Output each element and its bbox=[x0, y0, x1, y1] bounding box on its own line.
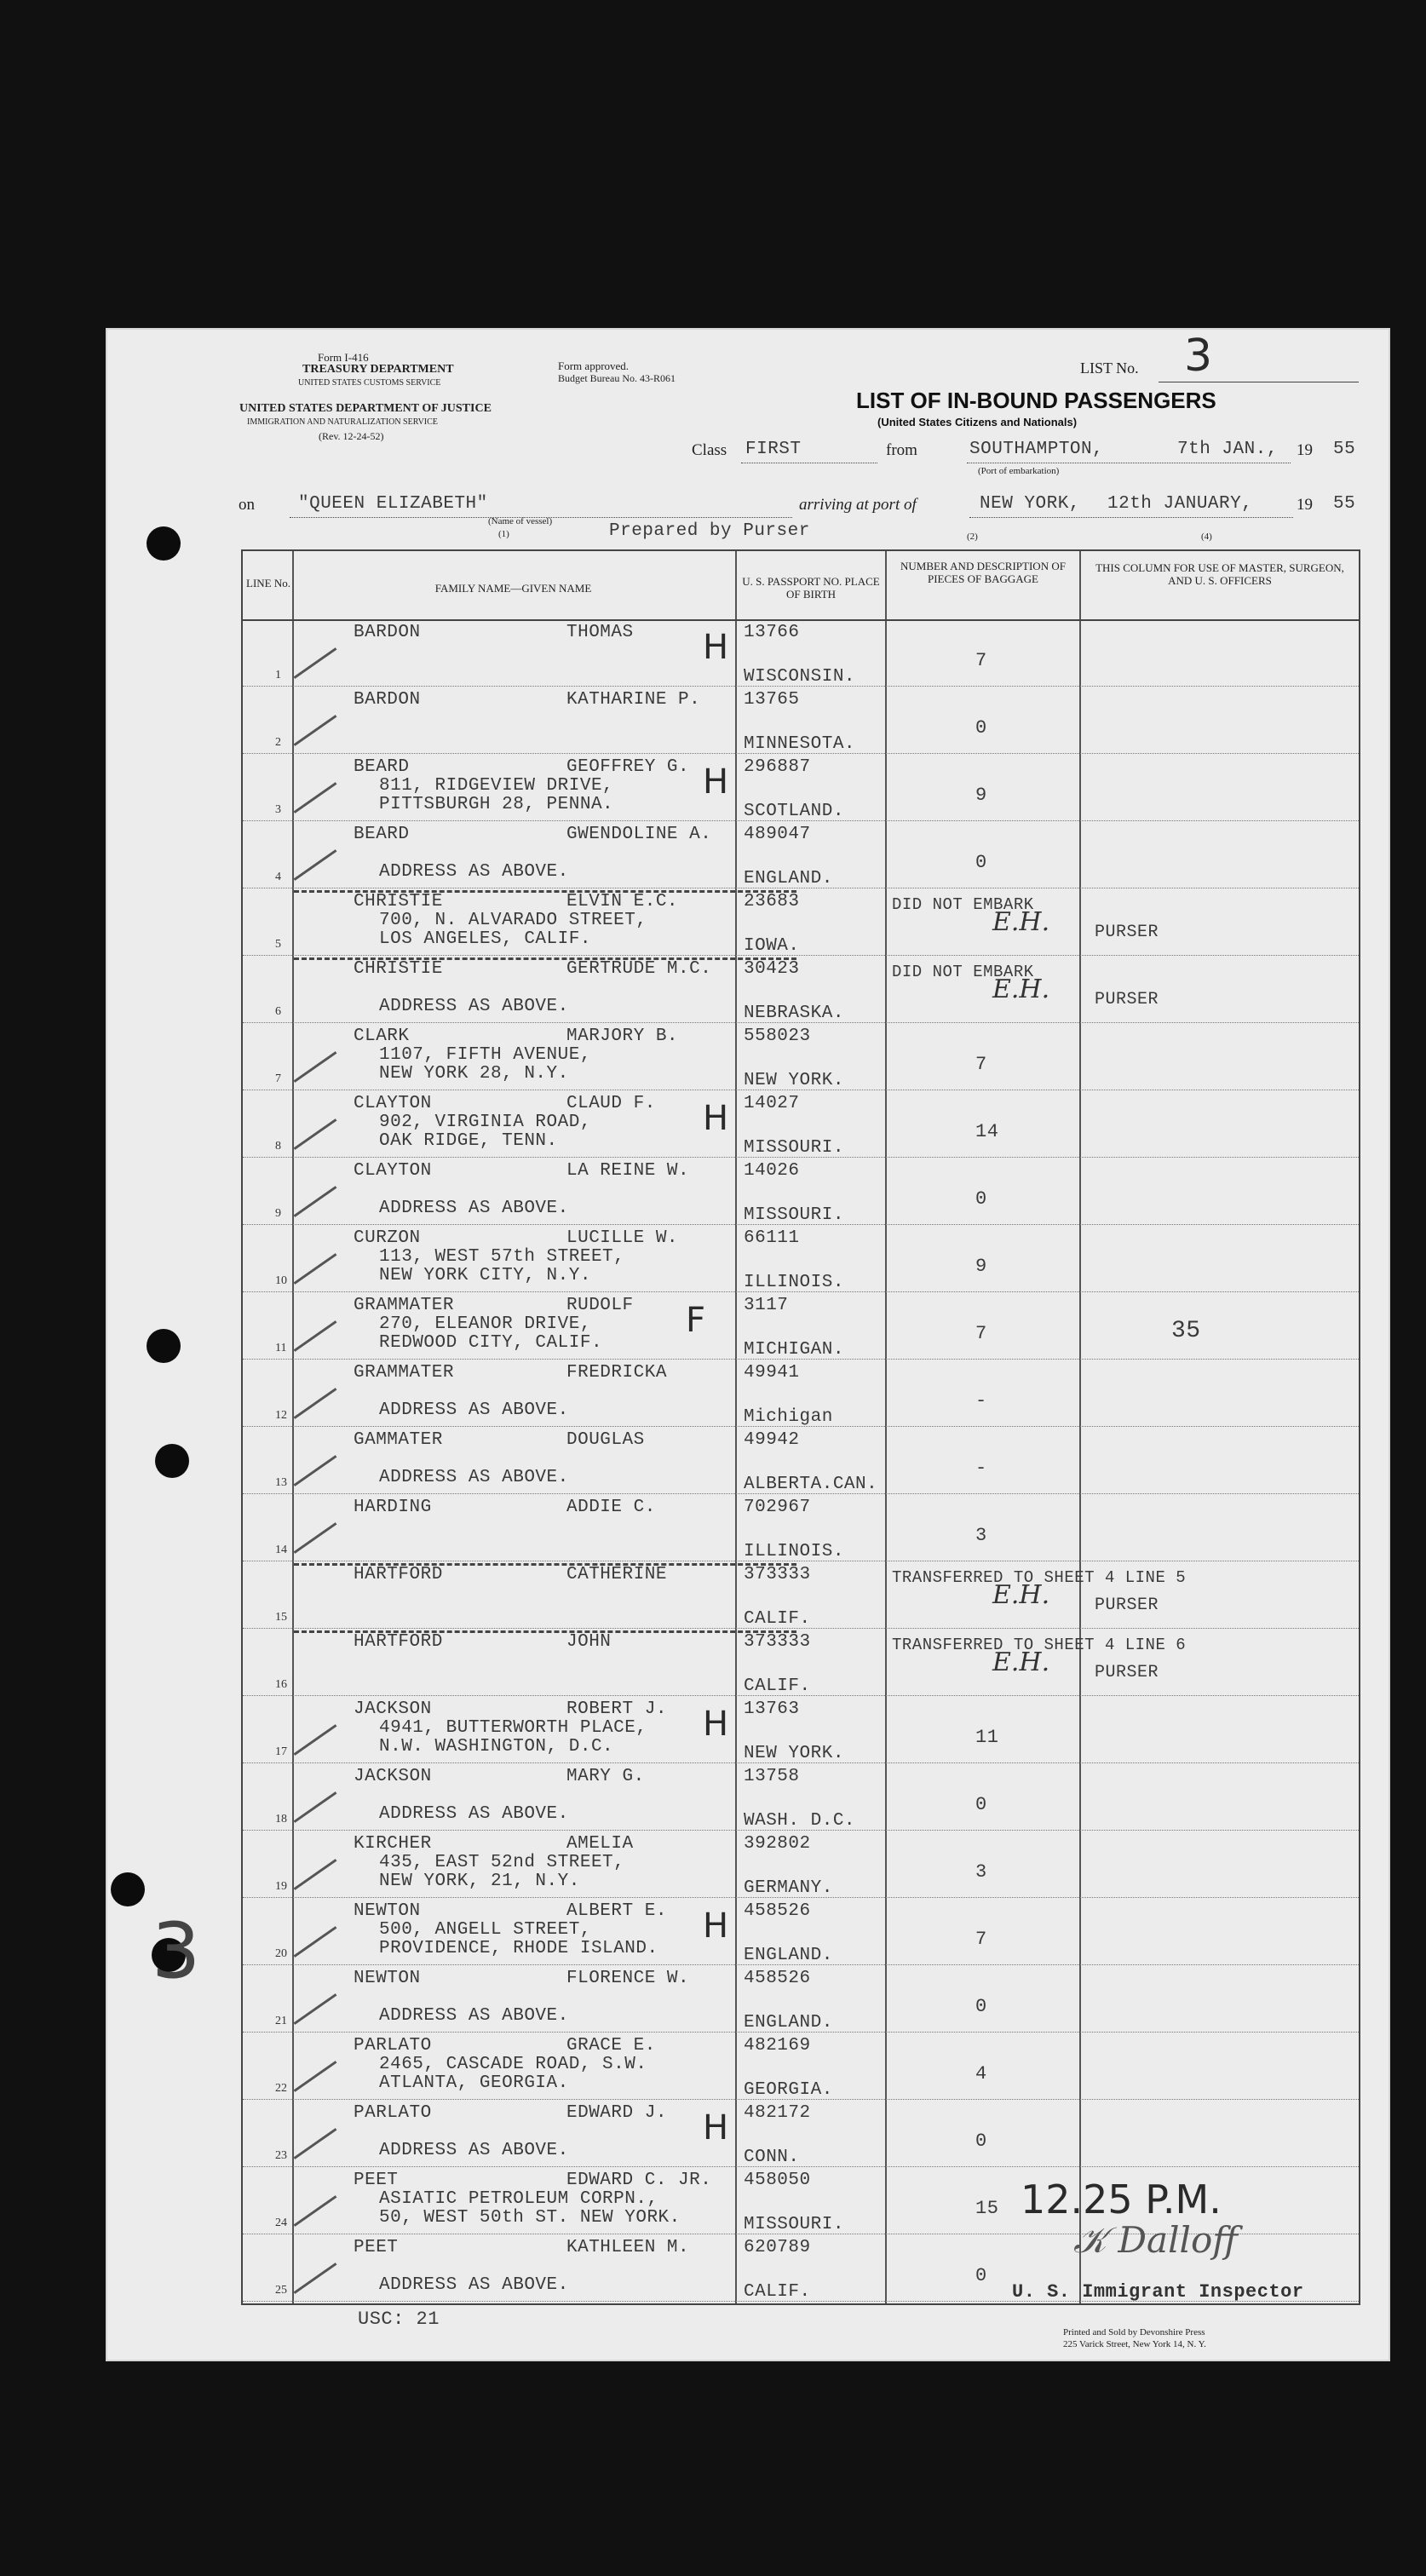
given-name: FREDRICKA bbox=[566, 1363, 667, 1383]
check-tick bbox=[294, 1522, 337, 1554]
passport-number: 489047 bbox=[744, 825, 811, 844]
address-line: ATLANTA, GEORGIA. bbox=[379, 2073, 569, 2093]
address-line: 1107, FIFTH AVENUE, bbox=[379, 1045, 591, 1065]
address-line: 113, WEST 57th STREET, bbox=[379, 1247, 625, 1267]
col-num-4: (4) bbox=[1201, 532, 1212, 542]
given-name: FLORENCE W. bbox=[566, 1969, 690, 1988]
address-line: ASIATIC PETROLEUM CORPN., bbox=[379, 2189, 658, 2209]
check-tick bbox=[294, 2128, 337, 2159]
given-name: KATHLEEN M. bbox=[566, 2238, 690, 2257]
page-title: LIST OF IN-BOUND PASSENGERS bbox=[856, 388, 1216, 413]
place-of-birth: ILLINOIS. bbox=[744, 1273, 844, 1292]
place-of-birth: ILLINOIS. bbox=[744, 1542, 844, 1561]
inspector-title: U. S. Immigrant Inspector bbox=[1012, 2281, 1304, 2303]
handwritten-mark: H bbox=[703, 1705, 729, 1744]
baggage-count: 7 bbox=[975, 1323, 987, 1344]
family-name: NEWTON bbox=[354, 1969, 421, 1988]
customs-service: UNITED STATES CUSTOMS SERVICE bbox=[298, 378, 441, 388]
passport-number: 30423 bbox=[744, 959, 800, 979]
given-name: LA REINE W. bbox=[566, 1161, 690, 1181]
arrival-port: NEW YORK, bbox=[980, 494, 1080, 514]
table-row bbox=[243, 1965, 1359, 2035]
line-number: 7 bbox=[275, 1072, 281, 1085]
line-number: 16 bbox=[275, 1678, 287, 1691]
family-name: BARDON bbox=[354, 690, 421, 710]
table-row bbox=[243, 888, 1359, 958]
place-of-birth: ALBERTA.CAN. bbox=[744, 1475, 878, 1494]
line-number: 17 bbox=[275, 1745, 287, 1758]
given-name: ELVIN E.C. bbox=[566, 892, 679, 911]
family-name: KIRCHER bbox=[354, 1834, 432, 1854]
address-line: ADDRESS AS ABOVE. bbox=[379, 1468, 569, 1487]
check-tick bbox=[294, 1118, 337, 1150]
officer-note: PURSER bbox=[1095, 923, 1159, 942]
table-row bbox=[243, 687, 1359, 756]
handwritten-mark: H bbox=[703, 762, 729, 802]
address-line: N.W. WASHINGTON, D.C. bbox=[379, 1737, 614, 1757]
check-tick bbox=[294, 647, 337, 679]
family-name: GRAMMATER bbox=[354, 1363, 454, 1383]
baggage-count: 9 bbox=[975, 1256, 987, 1277]
given-name: ROBERT J. bbox=[566, 1699, 667, 1719]
table-row bbox=[243, 1292, 1359, 1362]
address-line: 700, N. ALVARADO STREET, bbox=[379, 911, 647, 930]
given-name: MARY G. bbox=[566, 1767, 645, 1786]
embark-date: 7th JAN., bbox=[1177, 440, 1278, 459]
line-number: 20 bbox=[275, 1947, 287, 1960]
baggage-count: 11 bbox=[975, 1727, 999, 1748]
place-of-birth: MICHIGAN. bbox=[744, 1340, 844, 1360]
place-of-birth: GEORGIA. bbox=[744, 2080, 833, 2100]
family-name: GAMMATER bbox=[354, 1430, 443, 1450]
table-row bbox=[243, 1898, 1359, 1968]
line-number: 10 bbox=[275, 1274, 287, 1287]
check-tick bbox=[294, 782, 337, 814]
table-row bbox=[243, 1225, 1359, 1295]
baggage-count: 0 bbox=[975, 1996, 987, 2017]
table-row bbox=[243, 1494, 1359, 1564]
passport-number: 13765 bbox=[744, 690, 800, 710]
table-row bbox=[243, 1090, 1359, 1160]
family-name: CHRISTIE bbox=[354, 959, 443, 979]
check-tick bbox=[294, 1253, 337, 1285]
given-name: MARJORY B. bbox=[566, 1026, 679, 1046]
list-label: LIST No. bbox=[1080, 359, 1139, 377]
col-baggage-header: NUMBER AND DESCRIPTION OF PIECES OF BAGGAGE bbox=[900, 560, 1066, 585]
treasury-dept: TREASURY DEPARTMENT bbox=[302, 363, 454, 376]
address-line: 270, ELEANOR DRIVE, bbox=[379, 1314, 591, 1334]
baggage-count: 15 bbox=[975, 2198, 999, 2219]
table-row bbox=[243, 1696, 1359, 1766]
address-line: LOS ANGELES, CALIF. bbox=[379, 929, 591, 949]
given-name: GEOFFREY G. bbox=[566, 757, 690, 777]
officer-note: 35 bbox=[1171, 1318, 1201, 1344]
purser-initials: E.H. bbox=[992, 975, 1050, 1004]
address-line: ADDRESS AS ABOVE. bbox=[379, 2141, 569, 2160]
baggage-count: 7 bbox=[975, 650, 987, 671]
col-passport-header: U. S. PASSPORT NO. PLACE OF BIRTH bbox=[742, 575, 880, 601]
year-prefix: 19 bbox=[1297, 441, 1313, 459]
table-row bbox=[243, 2100, 1359, 2170]
passport-number: 702967 bbox=[744, 1498, 811, 1517]
check-tick bbox=[294, 1051, 337, 1083]
baggage-count: 3 bbox=[975, 1525, 987, 1546]
printer-line1: Printed and Sold by Devonshire Press bbox=[1063, 2327, 1205, 2337]
from-label: from bbox=[886, 441, 917, 459]
family-name: JACKSON bbox=[354, 1767, 432, 1786]
table-row bbox=[243, 2033, 1359, 2102]
arrival-time: 12.25 P.M. bbox=[1021, 2176, 1222, 2222]
year-prefix: 19 bbox=[1297, 496, 1313, 514]
vessel-note: (Name of vessel) bbox=[488, 516, 553, 526]
passport-number: 66111 bbox=[744, 1228, 800, 1248]
passport-number: 23683 bbox=[744, 892, 800, 911]
given-name: ADDIE C. bbox=[566, 1498, 656, 1517]
given-name: EDWARD J. bbox=[566, 2103, 667, 2123]
table-row bbox=[243, 754, 1359, 824]
place-of-birth: MINNESOTA. bbox=[744, 734, 856, 754]
line-number: 25 bbox=[275, 2284, 287, 2297]
table-row bbox=[243, 1360, 1359, 1429]
address-line: NEW YORK, 21, N.Y. bbox=[379, 1872, 580, 1891]
place-of-birth: WISCONSIN. bbox=[744, 667, 856, 687]
table-row bbox=[243, 1427, 1359, 1497]
baggage-count: - bbox=[975, 1390, 987, 1412]
check-tick bbox=[294, 1388, 337, 1419]
address-line: NEW YORK CITY, N.Y. bbox=[379, 1266, 591, 1285]
year-suffix: 55 bbox=[1333, 440, 1356, 459]
handwritten-mark: H bbox=[703, 1099, 729, 1138]
address-line: ADDRESS AS ABOVE. bbox=[379, 862, 569, 882]
family-name: NEWTON bbox=[354, 1901, 421, 1921]
col-name-header: FAMILY NAME—GIVEN NAME bbox=[434, 582, 592, 595]
check-tick bbox=[294, 1791, 337, 1823]
baggage-count: - bbox=[975, 1458, 987, 1479]
printer-line2: 225 Varick Street, New York 14, N. Y. bbox=[1063, 2339, 1206, 2349]
check-tick bbox=[294, 2195, 337, 2227]
given-name: DOUGLAS bbox=[566, 1430, 645, 1450]
given-name: KATHARINE P. bbox=[566, 690, 701, 710]
arrival-date: 12th JANUARY, bbox=[1107, 494, 1253, 514]
family-name: BEARD bbox=[354, 825, 410, 844]
passport-number: 458050 bbox=[744, 2171, 811, 2190]
check-tick bbox=[294, 849, 337, 881]
address-line: PROVIDENCE, RHODE ISLAND. bbox=[379, 1939, 658, 1958]
baggage-count: 9 bbox=[975, 785, 987, 806]
address-line: ADDRESS AS ABOVE. bbox=[379, 1199, 569, 1218]
vessel-num: (1) bbox=[498, 529, 509, 539]
given-name: JOHN bbox=[566, 1632, 612, 1652]
table-row bbox=[243, 1023, 1359, 1093]
family-name: PEET bbox=[354, 2171, 399, 2190]
place-of-birth: MISSOURI. bbox=[744, 2215, 844, 2234]
place-of-birth: CALIF. bbox=[744, 2282, 811, 2302]
passport-number: 458526 bbox=[744, 1969, 811, 1988]
form-approved: Form approved. bbox=[558, 359, 630, 372]
passport-number: 458526 bbox=[744, 1901, 811, 1921]
line-number: 6 bbox=[275, 1005, 281, 1018]
given-name: GRACE E. bbox=[566, 2036, 656, 2056]
table-row bbox=[243, 1561, 1359, 1631]
address-line: 500, ANGELL STREET, bbox=[379, 1920, 591, 1940]
baggage-count: TRANSFERRED TO SHEET 4 LINE 6 bbox=[892, 1636, 1187, 1654]
purser-initials: E.H. bbox=[992, 1647, 1050, 1677]
address-line: ADDRESS AS ABOVE. bbox=[379, 2275, 569, 2295]
page-subtitle: (United States Citizens and Nationals) bbox=[877, 416, 1078, 428]
passport-number: 392802 bbox=[744, 1834, 811, 1854]
line-number: 11 bbox=[275, 1342, 287, 1354]
punch-hole bbox=[147, 1329, 181, 1363]
table-row bbox=[243, 1831, 1359, 1900]
vessel-name: "QUEEN ELIZABETH" bbox=[298, 494, 488, 514]
handwritten-mark: H bbox=[703, 628, 729, 667]
family-name: PARLATO bbox=[354, 2103, 432, 2123]
baggage-count: DID NOT EMBARK bbox=[892, 895, 1034, 914]
table-row bbox=[243, 1629, 1359, 1699]
line-number: 24 bbox=[275, 2217, 287, 2229]
passport-number: 620789 bbox=[744, 2238, 811, 2257]
baggage-count: 7 bbox=[975, 1929, 987, 1950]
given-name: LUCILLE W. bbox=[566, 1228, 679, 1248]
place-of-birth: NEW YORK. bbox=[744, 1071, 844, 1090]
family-name: CLAYTON bbox=[354, 1094, 432, 1113]
baggage-count: 4 bbox=[975, 2063, 987, 2084]
family-name: HARTFORD bbox=[354, 1565, 443, 1584]
place-of-birth: NEW YORK. bbox=[744, 1744, 844, 1763]
ins-service: IMMIGRATION AND NATURALIZATION SERVICE bbox=[247, 417, 438, 427]
place-of-birth: MISSOURI. bbox=[744, 1138, 844, 1158]
given-name: EDWARD C. JR. bbox=[566, 2171, 712, 2190]
passport-number: 482172 bbox=[744, 2103, 811, 2123]
family-name: BARDON bbox=[354, 623, 421, 642]
family-name: CLARK bbox=[354, 1026, 410, 1046]
passport-number: 13763 bbox=[744, 1699, 800, 1719]
place-of-birth: CONN. bbox=[744, 2148, 800, 2167]
family-name: CHRISTIE bbox=[354, 892, 443, 911]
punch-hole bbox=[111, 1872, 145, 1906]
given-name: ALBERT E. bbox=[566, 1901, 667, 1921]
form-number: Form I-416 bbox=[318, 351, 369, 364]
baggage-count: 14 bbox=[975, 1121, 999, 1142]
passport-number: 558023 bbox=[744, 1026, 811, 1046]
line-number: 1 bbox=[275, 669, 281, 681]
family-name: CURZON bbox=[354, 1228, 421, 1248]
place-of-birth: IOWA. bbox=[744, 936, 800, 956]
col-line-header: LINE No. bbox=[246, 577, 290, 589]
passport-number: 13766 bbox=[744, 623, 800, 642]
baggage-count: 0 bbox=[975, 1188, 987, 1210]
baggage-count: 3 bbox=[975, 1861, 987, 1883]
given-name: RUDOLF bbox=[566, 1296, 634, 1315]
baggage-count: 7 bbox=[975, 1054, 987, 1075]
baggage-count: TRANSFERRED TO SHEET 4 LINE 5 bbox=[892, 1568, 1187, 1587]
on-label: on bbox=[239, 496, 255, 514]
passport-number: 373333 bbox=[744, 1565, 811, 1584]
col-officers-header: THIS COLUMN FOR USE OF MASTER, SURGEON, AND U. S. OFFICERS bbox=[1095, 561, 1344, 587]
handwritten-mark: H bbox=[703, 2108, 729, 2148]
address-line: NEW YORK 28, N.Y. bbox=[379, 1064, 569, 1084]
given-name: GERTRUDE M.C. bbox=[566, 959, 712, 979]
family-name: GRAMMATER bbox=[354, 1296, 454, 1315]
margin-number: 3 bbox=[152, 1906, 201, 1996]
embark-note: (Port of embarkation) bbox=[978, 466, 1060, 476]
passport-number: 13758 bbox=[744, 1767, 800, 1786]
class-label: Class bbox=[692, 441, 727, 459]
check-tick bbox=[294, 715, 337, 746]
line-number: 4 bbox=[275, 871, 281, 883]
address-line: PITTSBURGH 28, PENNA. bbox=[379, 795, 614, 814]
usc-count: USC: 21 bbox=[358, 2309, 440, 2330]
table-row bbox=[243, 619, 1359, 689]
line-number: 9 bbox=[275, 1207, 281, 1220]
arrival-underline bbox=[969, 517, 1293, 518]
address-line: ADDRESS AS ABOVE. bbox=[379, 2006, 569, 2026]
line-number: 23 bbox=[275, 2149, 287, 2162]
prepared-by: Prepared by Purser bbox=[609, 521, 810, 541]
address-line: 4941, BUTTERWORTH PLACE, bbox=[379, 1718, 647, 1738]
given-name: THOMAS bbox=[566, 623, 634, 642]
officer-note: PURSER bbox=[1095, 1596, 1159, 1615]
handwritten-mark: F bbox=[686, 1301, 706, 1340]
given-name: AMELIA bbox=[566, 1834, 634, 1854]
family-name: PARLATO bbox=[354, 2036, 432, 2056]
list-number: 3 bbox=[1184, 331, 1213, 382]
place-of-birth: NEBRASKA. bbox=[744, 1003, 844, 1023]
check-tick bbox=[294, 2263, 337, 2294]
place-of-birth: ENGLAND. bbox=[744, 1946, 833, 1965]
given-name: CLAUD F. bbox=[566, 1094, 656, 1113]
line-number: 22 bbox=[275, 2082, 287, 2095]
place-of-birth: ENGLAND. bbox=[744, 869, 833, 888]
budget-bureau: Budget Bureau No. 43-R061 bbox=[558, 372, 676, 384]
given-name: GWENDOLINE A. bbox=[566, 825, 712, 844]
strike-through-line bbox=[294, 957, 796, 960]
address-line: ADDRESS AS ABOVE. bbox=[379, 1400, 569, 1420]
check-tick bbox=[294, 1186, 337, 1217]
punch-hole bbox=[155, 1444, 189, 1478]
place-of-birth: Michigan bbox=[744, 1407, 833, 1427]
line-number: 14 bbox=[275, 1544, 287, 1556]
punch-hole bbox=[147, 526, 181, 561]
line-number: 18 bbox=[275, 1813, 287, 1826]
year-suffix: 55 bbox=[1333, 494, 1356, 514]
check-tick bbox=[294, 1455, 337, 1486]
baggage-count: DID NOT EMBARK bbox=[892, 963, 1034, 981]
officer-note: PURSER bbox=[1095, 990, 1159, 1009]
passenger-table bbox=[241, 549, 1360, 2305]
passport-number: 296887 bbox=[744, 757, 811, 777]
baggage-count: 0 bbox=[975, 1794, 987, 1815]
revision: (Rev. 12-24-52) bbox=[319, 430, 384, 442]
address-line: REDWOOD CITY, CALIF. bbox=[379, 1333, 603, 1353]
place-of-birth: CALIF. bbox=[744, 1676, 811, 1696]
embark-port: SOUTHAMPTON, bbox=[969, 440, 1104, 459]
table-row bbox=[243, 1158, 1359, 1228]
col-num-2: (2) bbox=[967, 532, 978, 542]
line-number: 15 bbox=[275, 1611, 287, 1624]
line-number: 2 bbox=[275, 736, 281, 749]
baggage-count: 0 bbox=[975, 2130, 987, 2152]
check-tick bbox=[294, 1859, 337, 1890]
line-number: 13 bbox=[275, 1476, 287, 1489]
place-of-birth: ENGLAND. bbox=[744, 2013, 833, 2033]
handwritten-mark: H bbox=[703, 1906, 729, 1946]
baggage-count: 0 bbox=[975, 852, 987, 873]
purser-initials: E.H. bbox=[992, 1580, 1050, 1610]
check-tick bbox=[294, 1724, 337, 1756]
family-name: PEET bbox=[354, 2238, 399, 2257]
class-value: FIRST bbox=[745, 440, 802, 459]
check-tick bbox=[294, 1320, 337, 1352]
line-number: 5 bbox=[275, 938, 281, 951]
passport-number: 49941 bbox=[744, 1363, 800, 1383]
family-name: CLAYTON bbox=[354, 1161, 432, 1181]
check-tick bbox=[294, 1993, 337, 2025]
family-name: JACKSON bbox=[354, 1699, 432, 1719]
baggage-count: 0 bbox=[975, 717, 987, 739]
baggage-count: 0 bbox=[975, 2265, 987, 2286]
table-row bbox=[243, 956, 1359, 1026]
justice-dept: UNITED STATES DEPARTMENT OF JUSTICE bbox=[239, 402, 492, 415]
address-line: ADDRESS AS ABOVE. bbox=[379, 1804, 569, 1824]
table-row bbox=[243, 821, 1359, 891]
check-tick bbox=[294, 1926, 337, 1958]
address-line: 811, RIDGEVIEW DRIVE, bbox=[379, 776, 614, 796]
line-number: 12 bbox=[275, 1409, 287, 1422]
address-line: OAK RIDGE, TENN. bbox=[379, 1131, 558, 1151]
place-of-birth: CALIF. bbox=[744, 1609, 811, 1629]
line-number: 19 bbox=[275, 1880, 287, 1893]
address-line: 902, VIRGINIA ROAD, bbox=[379, 1113, 591, 1132]
place-of-birth: GERMANY. bbox=[744, 1878, 833, 1898]
family-name: BEARD bbox=[354, 757, 410, 777]
address-line: 50, WEST 50th ST. NEW YORK. bbox=[379, 2208, 681, 2228]
strike-through-line bbox=[294, 1563, 796, 1566]
passport-number: 3117 bbox=[744, 1296, 789, 1315]
table-row bbox=[243, 1763, 1359, 1833]
given-name: CATHERINE bbox=[566, 1565, 667, 1584]
passport-number: 14026 bbox=[744, 1161, 800, 1181]
passport-number: 482169 bbox=[744, 2036, 811, 2056]
strike-through-line bbox=[294, 890, 796, 893]
line-number: 3 bbox=[275, 803, 281, 816]
purser-initials: E.H. bbox=[992, 907, 1050, 937]
passport-number: 14027 bbox=[744, 1094, 800, 1113]
arriving-label: arriving at port of bbox=[799, 496, 917, 514]
place-of-birth: SCOTLAND. bbox=[744, 802, 844, 821]
place-of-birth: MISSOURI. bbox=[744, 1205, 844, 1225]
passport-number: 49942 bbox=[744, 1430, 800, 1450]
line-number: 21 bbox=[275, 2015, 287, 2027]
family-name: HARDING bbox=[354, 1498, 432, 1517]
address-line: 2465, CASCADE ROAD, S.W. bbox=[379, 2055, 647, 2074]
family-name: HARTFORD bbox=[354, 1632, 443, 1652]
address-line: 435, EAST 52nd STREET, bbox=[379, 1853, 625, 1872]
line-number: 8 bbox=[275, 1140, 281, 1153]
inspector-signature: 𝒦 Dalloff bbox=[1073, 2219, 1238, 2261]
officer-note: PURSER bbox=[1095, 1663, 1159, 1682]
passport-number: 373333 bbox=[744, 1632, 811, 1652]
place-of-birth: WASH. D.C. bbox=[744, 1811, 856, 1831]
strike-through-line bbox=[294, 1630, 796, 1633]
check-tick bbox=[294, 2061, 337, 2092]
address-line: ADDRESS AS ABOVE. bbox=[379, 997, 569, 1016]
